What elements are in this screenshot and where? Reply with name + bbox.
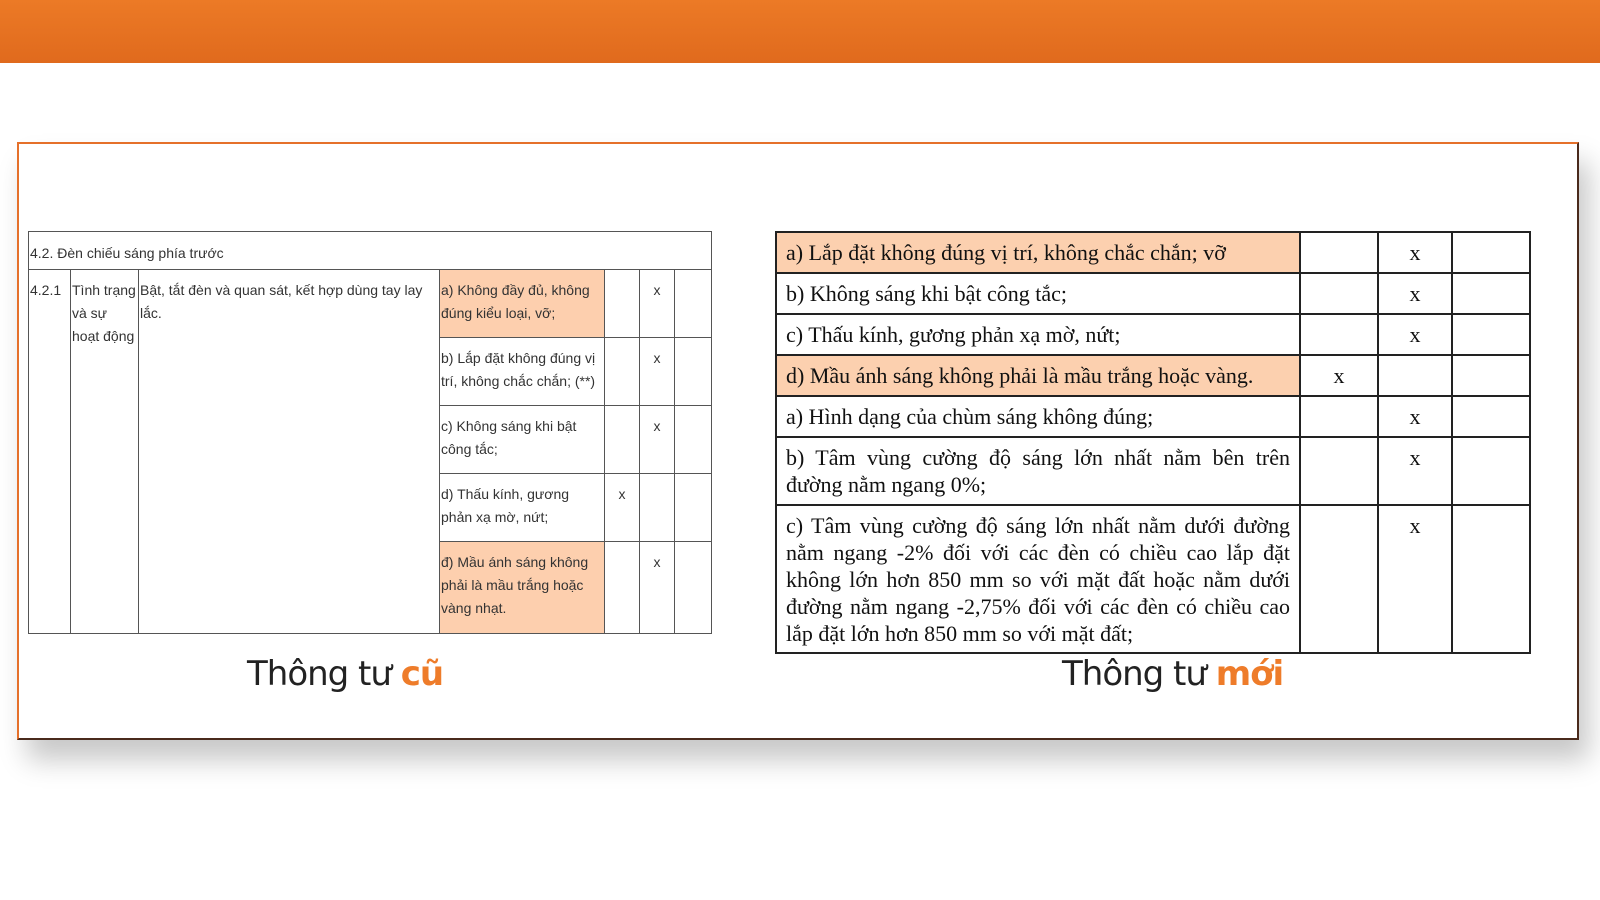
defect-description: a) Lắp đặt không đúng vị trí, không chắc chắn; vỡ [776,232,1300,273]
mark-cell [1300,437,1378,505]
mark-cell: x [1378,232,1452,273]
mark-cell [1300,396,1378,437]
empty-cell [1452,314,1530,355]
empty-cell [1452,437,1530,505]
defect-description: đ) Mầu ánh sáng không phải là mầu trắng hoặc vàng nhạt. [440,542,605,634]
mark-cell: x [1378,314,1452,355]
defect-description: d) Thấu kính, gương phản xạ mờ, nứt; [440,474,605,542]
empty-cell [675,406,712,474]
mark-cell: x [1378,396,1452,437]
empty-cell [1452,232,1530,273]
mark-cell [1300,273,1378,314]
empty-cell [675,338,712,406]
defect-description: c) Không sáng khi bật công tắc; [440,406,605,474]
defect-description: a) Hình dạng của chùm sáng không đúng; [776,396,1300,437]
mark-cell [1378,355,1452,396]
old-regulation-table [28,231,712,634]
section-header: 4.2. Đèn chiếu sáng phía trước [29,232,712,270]
item-name: Tình trạng và sự hoạt động [71,270,139,634]
new-caption [1062,654,1283,694]
mark-cell: x [640,270,675,338]
old-caption-prefix: Thông tư [247,654,401,694]
mark-cell: x [640,406,675,474]
table-row [776,314,1530,355]
mark-cell: x [640,542,675,634]
defect-description: c) Tâm vùng cường độ sáng lớn nhất nằm dưới đường nằm ngang -2% đối với các đèn có chiều cao lắp đặt không lớn hơn 850 mm so với mặt đất hoặc nằm dưới đường nằm ngang -2,75% đối với các đèn có chiều cao lắp đặt lớn hơn 850 mm so với mặt đất; [776,505,1300,653]
mark-cell: x [1300,355,1378,396]
new-caption-prefix: Thông tư [1062,654,1216,694]
mark-cell [1300,505,1378,653]
table-row [29,270,712,338]
table-row [776,396,1530,437]
table-row [776,437,1530,505]
inspection-method: Bật, tắt đèn và quan sát, kết hợp dùng tay lay lắc. [139,270,440,634]
mark-cell [605,270,640,338]
item-code: 4.2.1 [29,270,71,634]
mark-cell [605,338,640,406]
mark-cell [1300,232,1378,273]
mark-cell: x [1378,505,1452,653]
empty-cell [675,474,712,542]
empty-cell [675,270,712,338]
mark-cell: x [640,338,675,406]
mark-cell: x [1378,273,1452,314]
table-row [776,273,1530,314]
table-row [776,355,1530,396]
table-row [776,232,1530,273]
mark-cell: x [605,474,640,542]
top-banner [0,0,1600,63]
mark-cell [605,542,640,634]
mark-cell [640,474,675,542]
defect-description: c) Thấu kính, gương phản xạ mờ, nứt; [776,314,1300,355]
defect-description: b) Không sáng khi bật công tắc; [776,273,1300,314]
empty-cell [675,542,712,634]
old-caption-accent: cũ [400,654,444,694]
defect-description: b) Tâm vùng cường độ sáng lớn nhất nằm bên trên đường nằm ngang 0%; [776,437,1300,505]
defect-description: b) Lắp đặt không đúng vị trí, không chắc chắn; (**) [440,338,605,406]
new-regulation-table [775,231,1531,654]
new-caption-accent: mới [1215,654,1284,694]
table-row [776,505,1530,653]
defect-description: a) Không đầy đủ, không đúng kiểu loại, vỡ; [440,270,605,338]
mark-cell [605,406,640,474]
defect-description: d) Mầu ánh sáng không phải là mầu trắng hoặc vàng. [776,355,1300,396]
empty-cell [1452,273,1530,314]
mark-cell: x [1378,437,1452,505]
empty-cell [1452,505,1530,653]
empty-cell [1452,396,1530,437]
empty-cell [1452,355,1530,396]
old-caption [247,654,443,694]
table-row [29,232,712,270]
mark-cell [1300,314,1378,355]
